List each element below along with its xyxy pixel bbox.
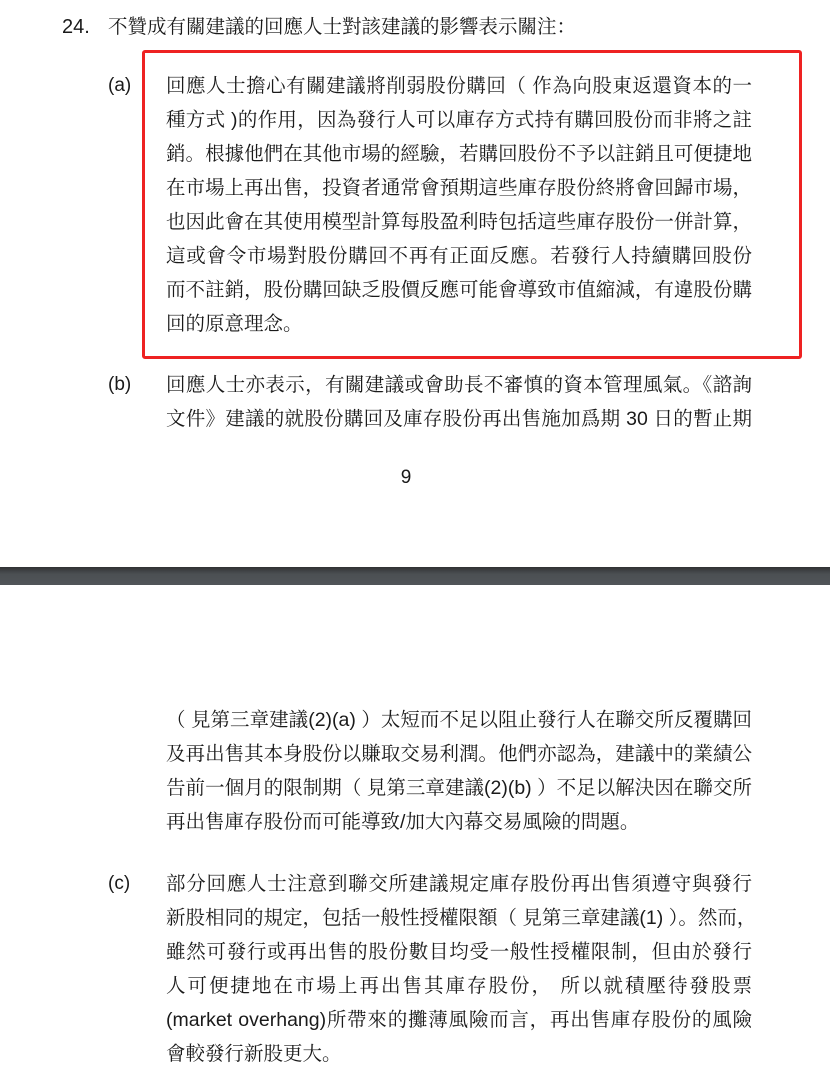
text-line: 人可便捷地在市場上再出售其庫存股份， 所以就積壓待發股票 xyxy=(166,975,752,997)
text-line: 在市場上再出售，投資者通常會預期這些庫存股份終將會回歸市場， xyxy=(166,177,752,199)
text-line: 及再出售其本身股份以賺取交易利潤。他們亦認為，建議中的業績公 xyxy=(166,743,752,765)
text-line: (market overhang)所帶來的攤薄風險而言，再出售庫存股份的風險 xyxy=(166,1009,752,1031)
text-line: 種方式 )的作用，因為發行人可以庫存方式持有購回股份而非將之註 xyxy=(166,109,752,131)
text-line: 銷。根據他們在其他市場的經驗，若購回股份不予以註銷且可便捷地 xyxy=(166,143,752,165)
item-a-label: (a) xyxy=(108,75,132,96)
item-b-label: (b) xyxy=(108,374,132,395)
text-line: 部分回應人士注意到聯交所建議規定庫存股份再出售須遵守與發行 xyxy=(166,873,752,895)
text-line: 新股相同的規定，包括一般性授權限額（ 見第三章建議(1) ）。然而， xyxy=(166,907,757,929)
text-line: 再出售庫存股份而可能導致/加大內幕交易風險的問題。 xyxy=(166,811,640,833)
paragraph-number: 24. xyxy=(62,16,90,38)
paragraph-heading: 不贊成有關建議的回應人士對該建議的影響表示關注： xyxy=(108,16,577,38)
text-line: 回的原意理念。 xyxy=(166,313,303,335)
text-line: 會較發行新股更大。 xyxy=(166,1043,342,1065)
text-line: 雖然可發行或再出售的股份數目均受一般性授權限制，但由於發行 xyxy=(166,941,752,963)
text-line: 告前一個月的限制期（ 見第三章建議(2)(b) ）不足以解決因在聯交所 xyxy=(166,777,752,799)
text-line: 這或會令市場對股份購回不再有正面反應。若發行人持續購回股份 xyxy=(166,245,752,267)
item-c-label: (c) xyxy=(108,873,131,894)
text-line: （ 見第三章建議(2)(a) ）太短而不足以阻止發行人在聯交所反覆購回 xyxy=(166,709,752,731)
text-line: 而不註銷，股份購回缺乏股價反應可能會導致市值縮減，有違股份購 xyxy=(166,279,752,301)
text-line: 回應人士亦表示，有關建議或會助長不審慎的資本管理風氣。《諮詢 xyxy=(166,374,752,396)
text-line: 也因此會在其使用模型計算每股盈利時包括這些庫存股份一併計算， xyxy=(166,211,752,233)
text-line: 文件》建議的就股份購回及庫存股份再出售施加爲期 30 日的暫止期 xyxy=(166,408,752,430)
text-line: 回應人士擔心有關建議將削弱股份購回（ 作為向股東返還資本的一 xyxy=(166,75,752,97)
page-separator xyxy=(0,567,830,585)
page-number: 9 xyxy=(400,467,412,488)
